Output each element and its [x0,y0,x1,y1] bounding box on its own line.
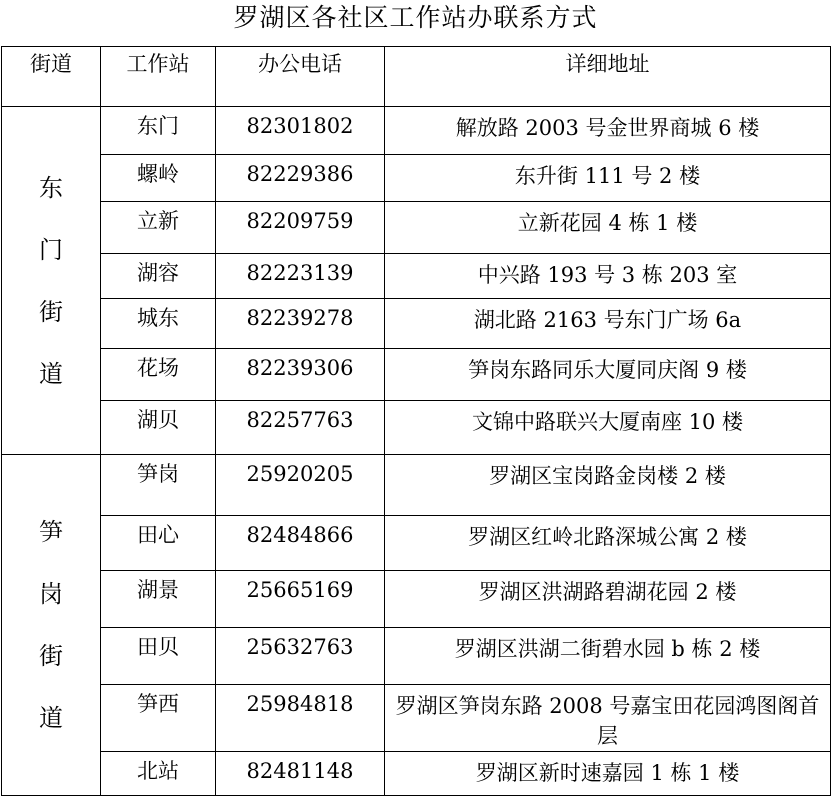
station-cell: 螺岭 [101,155,216,202]
address-cell: 罗湖区笋岗东路 2008 号嘉宝田花园鸿图阁首层 [385,685,831,752]
document-title: 罗湖区各社区工作站办联系方式 [233,3,598,32]
address-cell: 解放路 2003 号金世界商城 6 楼 [385,107,831,155]
station-cell: 东门 [101,107,216,155]
station-cell: 湖容 [101,254,216,299]
column-header-station: 工作站 [101,47,216,107]
street-cell-sungang [2,455,101,796]
table-header-row [2,47,831,107]
table-row [2,752,831,796]
table-row [2,349,831,401]
station-cell: 笋岗 [101,455,216,516]
table-row [2,107,831,155]
street-char: 东 [39,173,63,202]
column-header-phone: 办公电话 [216,47,385,107]
address-cell: 罗湖区宝岗路金岗楼 2 楼 [385,455,831,516]
station-cell: 城东 [101,299,216,349]
station-cell: 湖景 [101,571,216,628]
phone-cell: 82229386 [216,155,385,202]
table-row [2,202,831,254]
street-char: 笋 [39,518,63,546]
table-row [2,254,831,299]
phone-cell: 82301802 [216,107,385,155]
station-cell: 湖贝 [101,401,216,455]
table-row [2,455,831,516]
phone-cell: 25632763 [216,628,385,685]
column-header-address: 详细地址 [385,47,831,107]
address-cell: 湖北路 2163 号东门广场 6a [385,299,831,349]
column-header-street: 街道 [2,47,101,107]
street-char: 道 [39,359,63,388]
contacts-table [1,46,831,796]
phone-cell: 82484866 [216,516,385,571]
address-cell: 中兴路 193 号 3 栋 203 室 [385,254,831,299]
table-row [2,299,831,349]
phone-cell: 82239306 [216,349,385,401]
table-row [2,628,831,685]
phone-cell: 25920205 [216,455,385,516]
phone-cell: 25665169 [216,571,385,628]
address-cell: 罗湖区红岭北路深城公寓 2 楼 [385,516,831,571]
station-cell: 田贝 [101,628,216,685]
station-cell: 笋西 [101,685,216,752]
address-cell: 东升街 111 号 2 楼 [385,155,831,202]
street-cell-dongmen [2,107,101,455]
address-cell: 罗湖区洪湖路碧湖花园 2 楼 [385,571,831,628]
address-cell: 文锦中路联兴大厦南座 10 楼 [385,401,831,455]
phone-cell: 82239278 [216,299,385,349]
street-char: 道 [39,704,63,732]
phone-cell: 82209759 [216,202,385,254]
station-cell: 田心 [101,516,216,571]
phone-cell: 82223139 [216,254,385,299]
phone-cell: 82257763 [216,401,385,455]
address-cell: 笋岗东路同乐大厦同庆阁 9 楼 [385,349,831,401]
street-char: 街 [39,642,63,670]
table-row [2,685,831,752]
street-char: 门 [39,235,63,264]
phone-cell: 25984818 [216,685,385,752]
phone-cell: 82481148 [216,752,385,796]
station-cell: 立新 [101,202,216,254]
table-row [2,516,831,571]
station-cell: 北站 [101,752,216,796]
table-row [2,401,831,455]
address-cell: 罗湖区新时速嘉园 1 栋 1 楼 [385,752,831,796]
table-row [2,155,831,202]
station-cell: 花场 [101,349,216,401]
table-row [2,571,831,628]
address-cell: 立新花园 4 栋 1 楼 [385,202,831,254]
street-char: 街 [39,297,63,326]
address-cell: 罗湖区洪湖二街碧水园 b 栋 2 楼 [385,628,831,685]
street-char: 岗 [39,580,63,608]
